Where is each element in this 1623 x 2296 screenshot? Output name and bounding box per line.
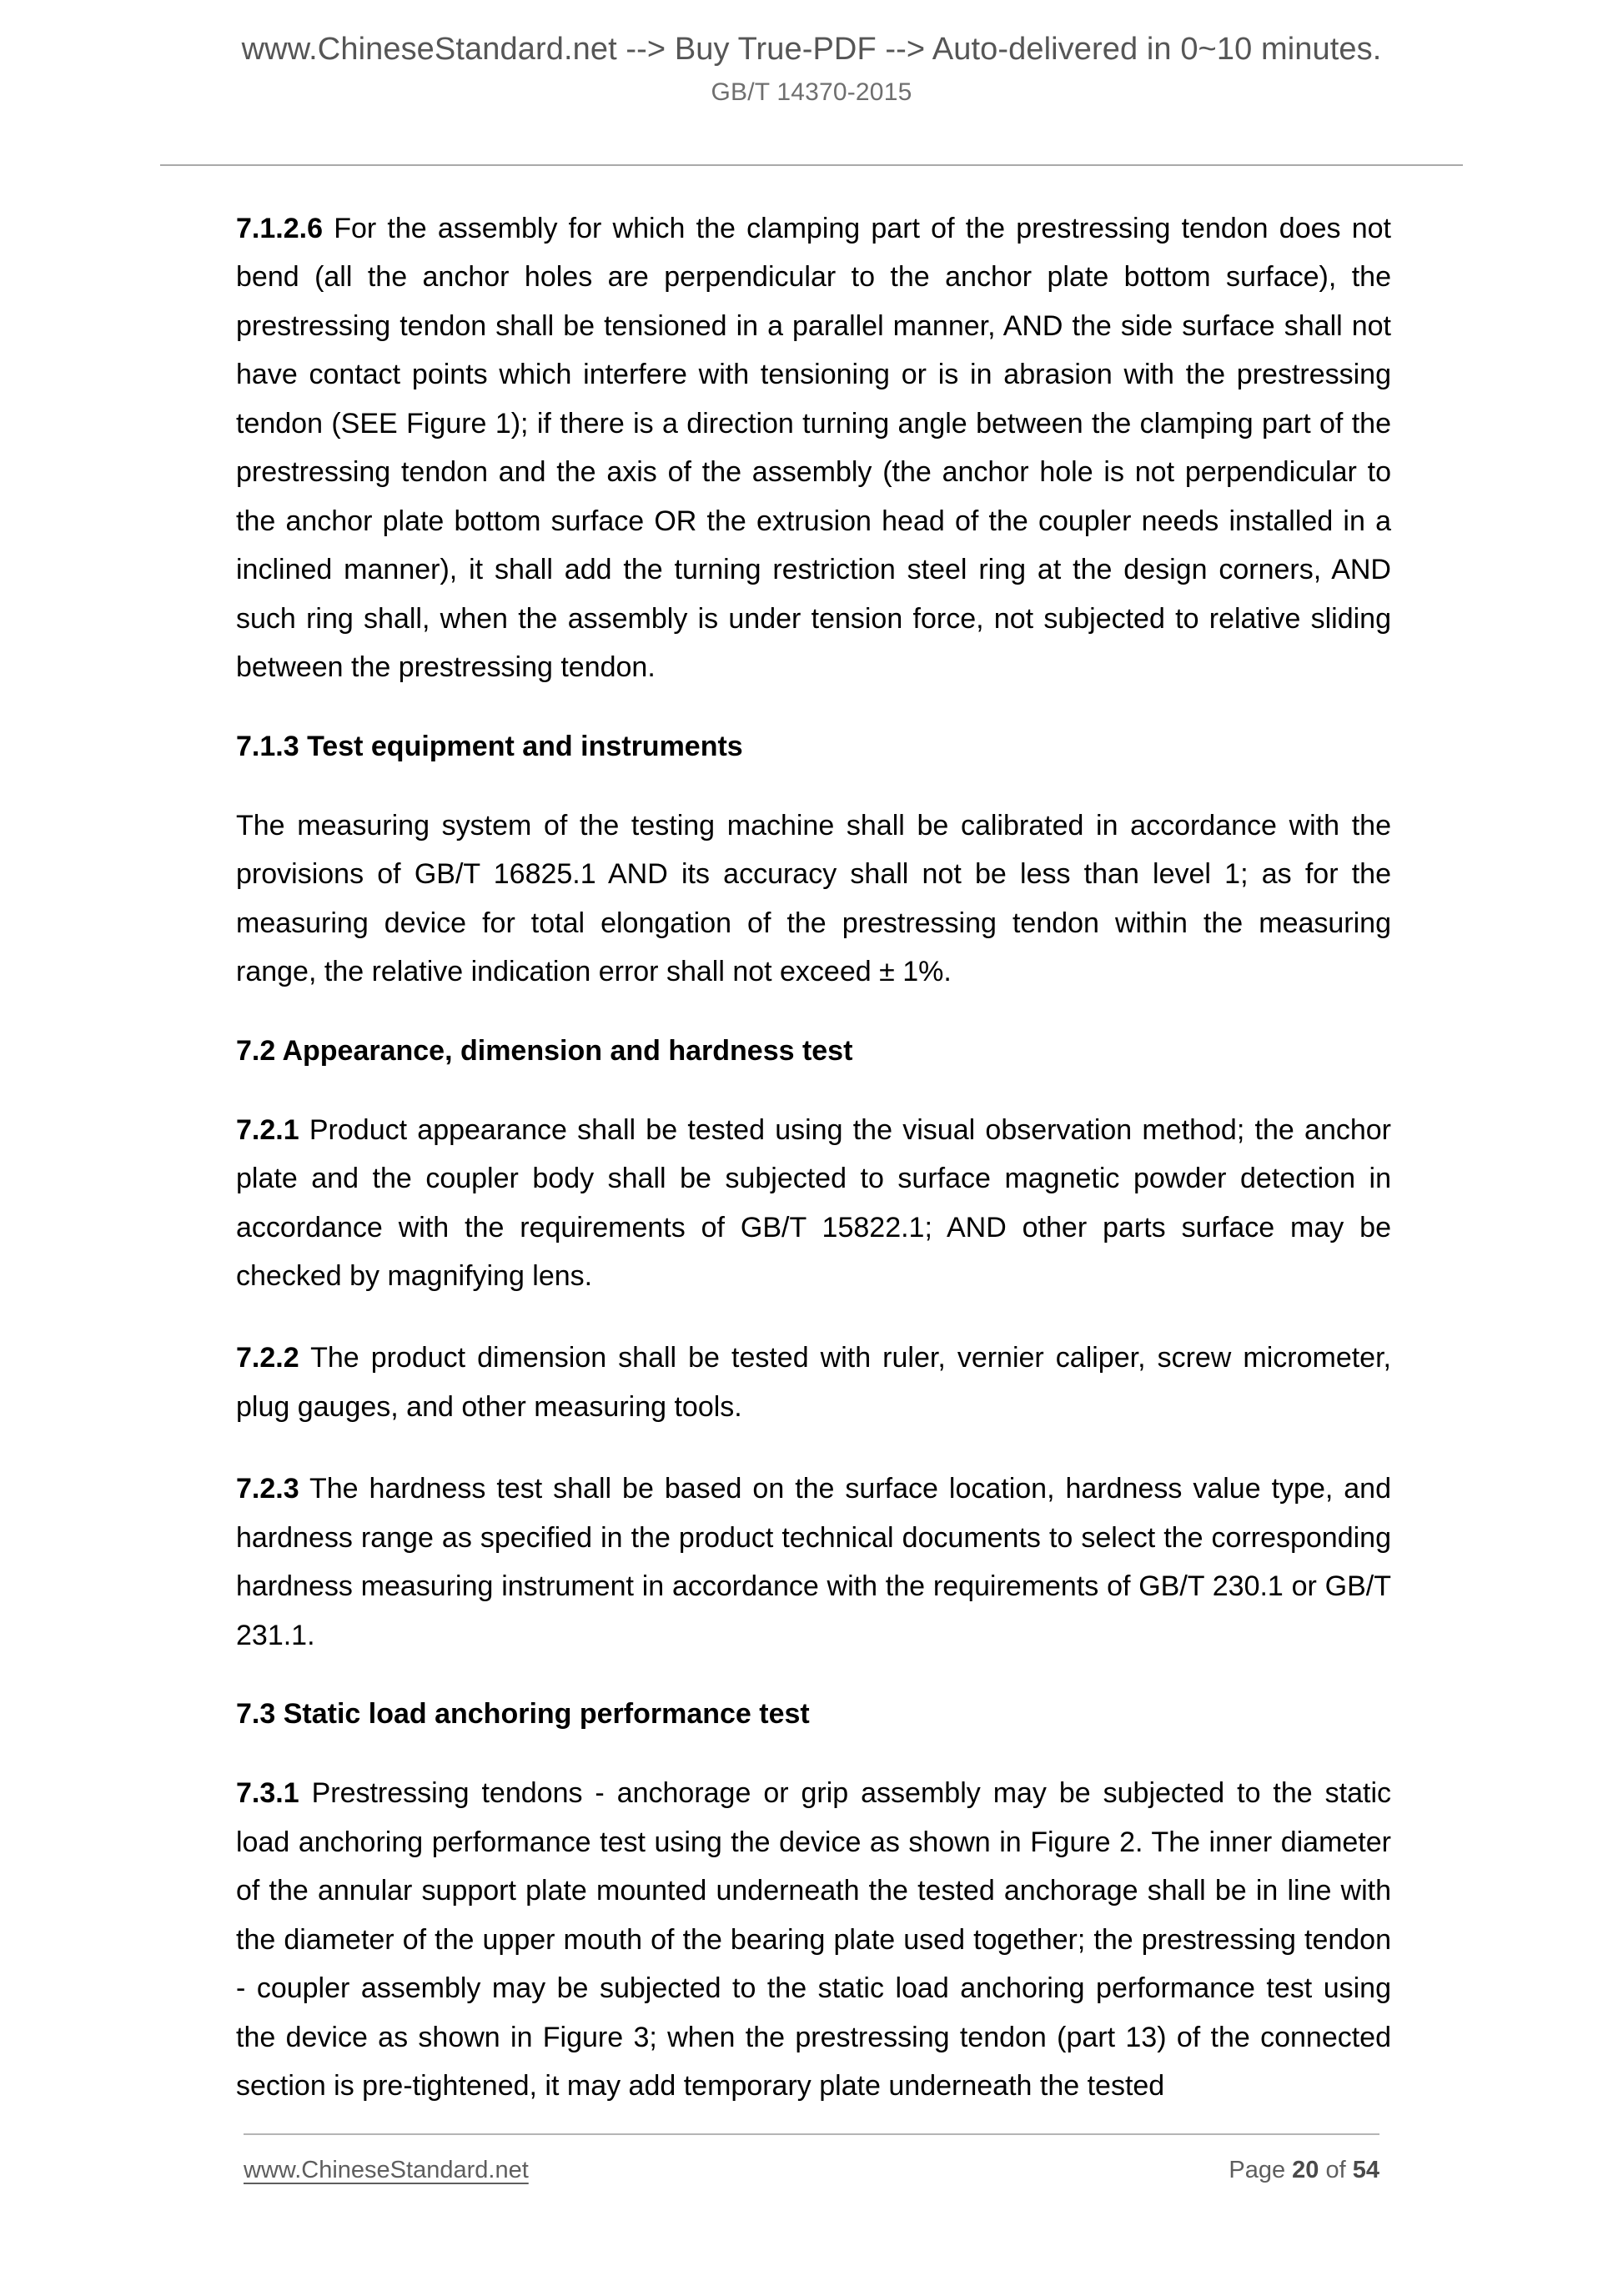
clause-7-2-3 — [236, 1465, 1391, 1660]
paragraph-test-equipment — [236, 801, 1391, 997]
page-number-indicator — [1229, 2157, 1379, 2184]
clause-7-1-2-6 — [236, 204, 1391, 692]
page-header — [0, 30, 1623, 107]
clause-7-2-1 — [236, 1106, 1391, 1301]
clause-7-3-1 — [236, 1769, 1391, 2110]
clause-text: The hardness test shall be based on the surface location, hardness value type, and hardness range as specified in the product technical documents to select the corresponding hardness measuring instrument in accordance with the requirements of GB/T 230.1 or GB/T 231.1. — [236, 1473, 1391, 1651]
standard-number: GB/T 14370-2015 — [711, 78, 912, 106]
section-heading-7-2: 7.2 Appearance, dimension and hardness test — [236, 1034, 853, 1067]
page-label-prefix: Page — [1229, 2157, 1293, 2183]
clause-text: For the assembly for which the clamping part of the prestressing tendon does not bend (all the anchor holes are perpendicular to the anchor plate bottom surface), the prestressing tendon shall be tensioned in a parallel manner, AND the side surface shall not have contact points which interfere with tensioning or is in abrasion with the prestressing tendon (SEE Figure 1); if there is a direction turning angle between the clamping part of the prestressing tendon and the axis of the assembly (the anchor hole is not perpendicular to the anchor plate bottom surface OR the extrusion head of the coupler needs installed in a inclined manner), it shall add the turning restriction steel ring at the design corners, AND such ring shall, when the assembly is under tension force, not subjected to relative sliding between the prestressing tendon. — [236, 213, 1391, 684]
clause-text: The product dimension shall be tested with ruler, vernier caliper, screw micrometer, plug gauges, and other measuring tools. — [236, 1342, 1391, 1423]
clause-number: 7.2.3 — [236, 1473, 299, 1505]
clause-number: 7.1.2.6 — [236, 213, 323, 244]
section-heading-7-3: 7.3 Static load anchoring performance test — [236, 1698, 810, 1731]
page-footer — [244, 2157, 1379, 2184]
section-heading-7-1-3: 7.1.3 Test equipment and instruments — [236, 730, 743, 762]
page-total-number: 54 — [1352, 2157, 1379, 2183]
page-label-middle: of — [1319, 2157, 1353, 2183]
clause-number: 7.3.1 — [236, 1777, 299, 1810]
header-divider — [160, 164, 1463, 166]
document-body — [236, 204, 1391, 2111]
clause-number: 7.2.2 — [236, 1342, 299, 1374]
footer-divider — [244, 2133, 1379, 2135]
clause-text: The measuring system of the testing machine shall be calibrated in accordance with the provisions of GB/T 16825.1 AND its accuracy shall not be less than level 1; as for the measuring device for total elongation of the prestressing tendon within the measuring range, the relative indication error shall not exceed ± 1%. — [236, 809, 1391, 988]
clause-number: 7.2.1 — [236, 1113, 299, 1146]
watermark-promo-text: www.ChineseStandard.net --> Buy True-PDF --> Auto-delivered in 0~10 minutes. — [241, 32, 1382, 67]
clause-text: Product appearance shall be tested using the visual observation method; the anchor plate and the coupler body shall be subjected to surface magnetic powder detection in accordance with the requirements of GB/T 15822.1; AND other parts surface may be checked by magnifying lens. — [236, 1113, 1391, 1292]
clause-text: Prestressing tendons - anchorage or grip assembly may be subjected to the static load anchoring performance test using the device as shown in Figure 2. The inner diameter of the annular support plate mounted underneath the tested anchorage shall be in line with the diameter of the upper mouth of the bearing plate used together; the prestressing tendon - coupler assembly may be subjected to the static load anchoring performance test using the device as shown in Figure 3; when the prestressing tendon (part 13) of the connected section is pre-tightened, it may add temporary plate underneath the tested — [236, 1777, 1391, 2103]
footer-website-link[interactable]: www.ChineseStandard.net — [244, 2157, 529, 2183]
page-current-number: 20 — [1292, 2157, 1319, 2183]
clause-7-2-2 — [236, 1334, 1391, 1431]
